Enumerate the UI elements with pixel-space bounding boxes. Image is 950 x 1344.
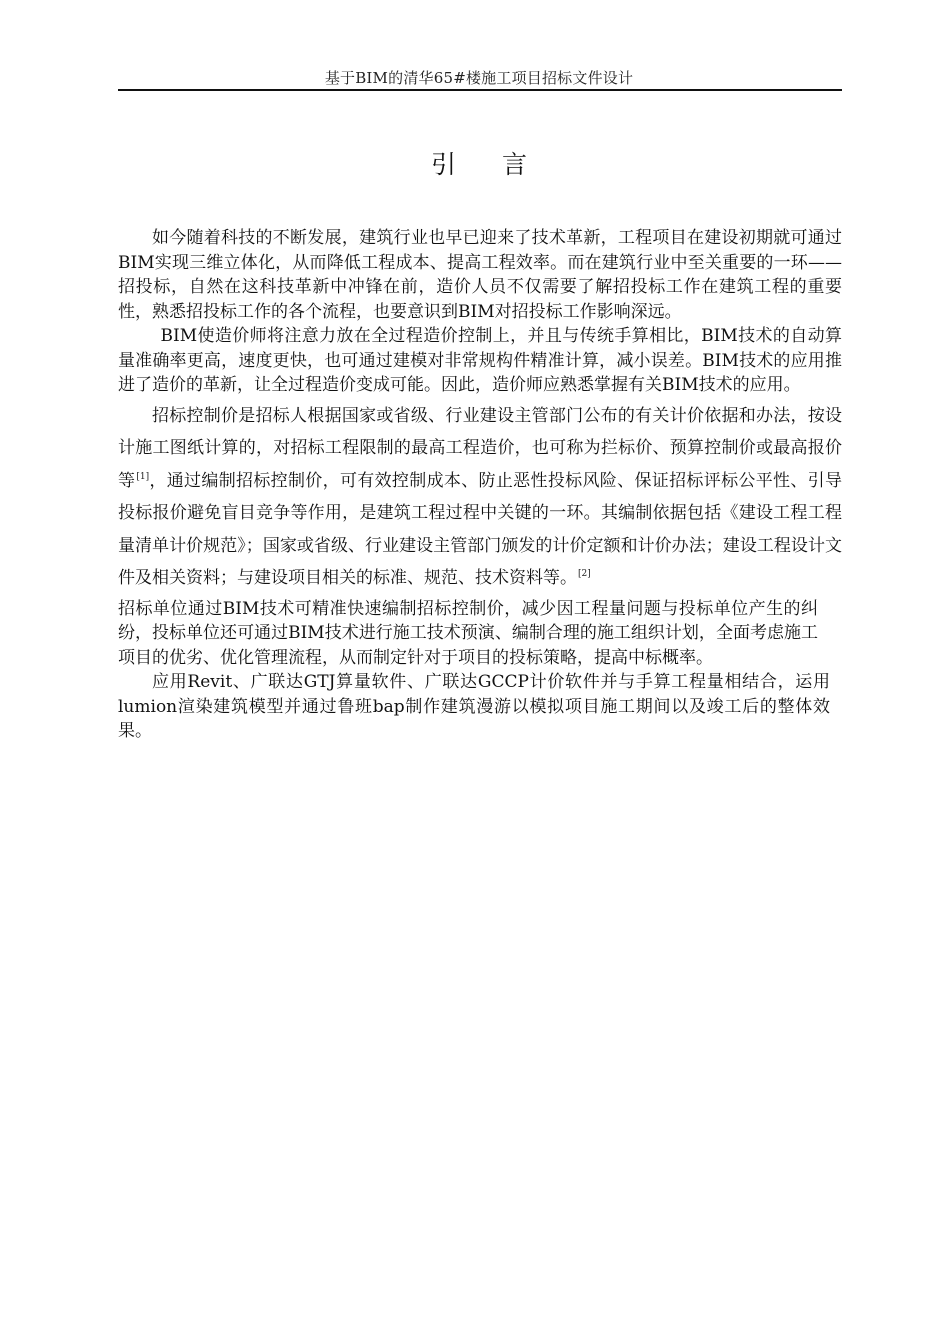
paragraph-3-text-a: 招标控制价是招标人根据国家或省级、行业建设主管部门公布的有关计价依据和办法，按设计施工图纸计算的，对招标工程限制的最高工程造价，也可称为拦标价、预算控制价或最高报价等 (118, 405, 842, 491)
paragraph-2: BIM使造价师将注意力放在全过程造价控制上，并且与传统手算相比，BIM技术的自动算量准确率更高，速度更快，也可通过建模对非常规构件精准计算，减小误差。BIM技术的应用推进了造价的革新，让全过程造价变成可能。因此，造价师应熟悉掌握有关BIM技术的应用。 (118, 326, 842, 395)
paragraph-3-text-b: ，通过编制招标控制价，可有效控制成本、防止恶性投标风险、保证招标评标公平性、引导投标报价避免盲目竞争等作用，是建筑工程过程中关键的一环。其编制依据包括《建设工程工程量清单计价规范》；国家或省级、行业建设主管部门颁发的计价定额和计价办法；建设工程设计文件及相关资料；与建设项目相关的标准、规范、技术资料等。 (118, 470, 843, 588)
paragraph-3 (118, 400, 842, 595)
paragraph-4: 招标单位通过BIM技术可精准快速编制招标控制价，减少因工程量问题与投标单位产生的纠纷，投标单位还可通过BIM技术进行施工技术预演、编制合理的施工组织计划，全面考虑施工项目的优劣、优化管理流程，从而制定针对于项目的投标策略，提高中标概率。 (118, 598, 818, 668)
body-text (118, 226, 842, 744)
citation-2: [2] (578, 569, 591, 579)
section-title-char-2: 言 (502, 150, 530, 179)
running-header-title: 基于BIM的清华65#楼施工项目招标文件设计 (324, 69, 634, 87)
paragraph-1: 如今随着科技的不断发展，建筑行业也早已迎来了技术革新，工程项目在建设初期就可通过BIM实现三维立体化，从而降低工程成本、提高工程效率。而在建筑行业中至关重要的一环——招投标，自然在这科技革新中冲锋在前，造价人员不仅需要了解招投标工作在建筑工程的重要性，熟悉招投标工作的各个流程，也要意识到BIM对招投标工作影响深远。 (118, 228, 842, 322)
citation-1: [1] (136, 471, 150, 482)
header-rule (118, 89, 842, 91)
section-title (118, 150, 842, 180)
section-title-char-1: 引 (430, 150, 458, 179)
paragraph-5: 应用Revit、广联达GTJ算量软件、广联达GCCP计价软件并与手算工程量相结合，运用lumion渲染建筑模型并通过鲁班bap制作建筑漫游以模拟项目施工期间以及竣工后的整体效果。 (118, 672, 830, 741)
